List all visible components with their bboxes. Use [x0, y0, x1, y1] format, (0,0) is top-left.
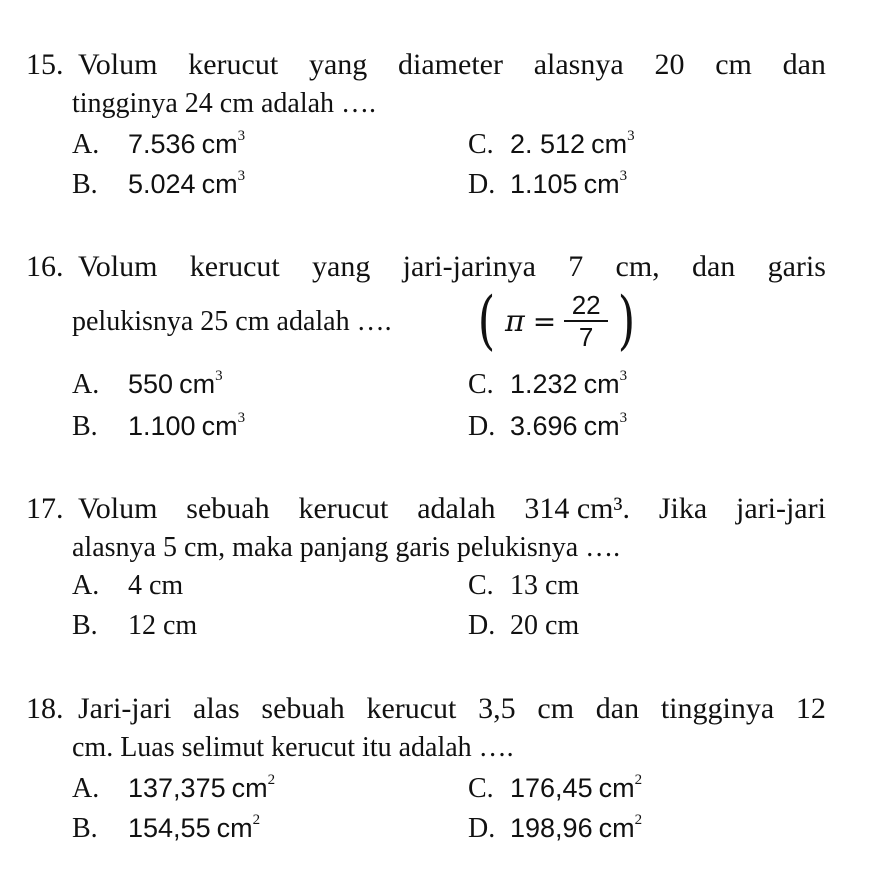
word: tingginya [660, 692, 775, 725]
option-value: 1.100 [128, 411, 196, 441]
option-c[interactable] [468, 770, 642, 807]
option-b[interactable] [72, 608, 197, 644]
option-value: 154,55 [128, 813, 211, 843]
option-c[interactable] [468, 126, 635, 163]
numerator: 22 [571, 290, 601, 320]
option-value: 198,96 [510, 813, 593, 843]
fraction [564, 290, 608, 352]
option-power: 3 [237, 167, 246, 184]
option-label: B. [72, 169, 98, 200]
option-value: 1.105 [510, 169, 578, 199]
option-d[interactable] [468, 810, 642, 847]
word: cm [537, 692, 575, 725]
option-text: 13 cm [510, 570, 580, 601]
option-unit: cm [583, 369, 620, 399]
word: 12 [795, 692, 826, 725]
word: Volum [78, 250, 158, 283]
right-paren: ) [617, 284, 636, 358]
word: yang [312, 250, 371, 283]
option-value: 7.536 [128, 129, 196, 159]
word: garis [767, 250, 826, 283]
option-label: C. [468, 570, 494, 601]
word: Jari-jari [78, 692, 172, 725]
option-power: 2 [634, 811, 643, 828]
option-value: 2. 512 [510, 129, 586, 159]
pi-formula [474, 282, 639, 360]
question-text-line1 [78, 46, 826, 84]
question-line [26, 46, 826, 84]
option-b[interactable] [72, 810, 260, 847]
option-value: 176,45 [510, 773, 593, 803]
word: cm, [615, 250, 660, 283]
option-power: 3 [215, 367, 223, 384]
option-power: 3 [619, 367, 628, 384]
option-label: B. [72, 411, 98, 442]
option-power: 2 [252, 811, 261, 828]
option-a[interactable] [72, 366, 223, 403]
word: alasnya [533, 48, 624, 81]
option-value: 1.232 [510, 369, 578, 399]
option-label: A. [72, 570, 100, 601]
option-power: 3 [237, 409, 246, 426]
option-power: 3 [619, 167, 628, 184]
option-power: 3 [619, 409, 628, 426]
question-number: 17. [26, 492, 64, 525]
option-unit: cm [598, 773, 635, 803]
word: cm [715, 48, 752, 81]
question-text-line1 [78, 490, 826, 528]
word: kerucut [188, 48, 279, 81]
option-label: B. [72, 610, 98, 641]
option-label: A. [72, 773, 100, 804]
word: adalah [417, 492, 496, 525]
word: Volum [78, 492, 158, 525]
option-c[interactable] [468, 568, 579, 604]
option-label: D. [468, 169, 496, 200]
word: jari-jari [735, 492, 826, 525]
option-label: D. [468, 411, 496, 442]
word: dan [782, 48, 826, 81]
word: yang [308, 48, 368, 81]
question-text-line2: cm. Luas selimut kerucut itu adalah …. [72, 732, 514, 763]
option-label: A. [72, 369, 100, 400]
option-value: 550 [128, 369, 174, 399]
option-unit: cm [179, 369, 216, 399]
option-label: D. [468, 813, 496, 844]
option-unit: cm [201, 169, 238, 199]
option-text: 4 cm [128, 570, 184, 601]
option-b[interactable] [72, 166, 245, 203]
option-unit: cm [598, 813, 635, 843]
equals-sign: = [532, 304, 557, 338]
option-d[interactable] [468, 166, 627, 203]
option-power: 2 [267, 771, 276, 788]
denominator: 7 [578, 322, 594, 352]
word: 7 [568, 250, 584, 283]
option-a[interactable] [72, 126, 245, 163]
option-unit: cm [583, 169, 620, 199]
option-c[interactable] [468, 366, 627, 403]
word: sebuah [186, 492, 270, 525]
option-label: C. [468, 369, 494, 400]
pi-symbol: π [504, 303, 525, 339]
option-value: 137,375 [128, 773, 226, 803]
word: jari-jarinya [402, 250, 536, 283]
question-text-line1 [78, 690, 826, 728]
option-label: C. [468, 129, 494, 160]
option-unit: cm [583, 411, 620, 441]
question-line [26, 690, 826, 728]
word: alas [193, 692, 240, 725]
option-d[interactable] [468, 408, 627, 445]
question-text-line2: tingginya 24 cm adalah …. [72, 88, 377, 119]
word: Volum [78, 48, 158, 81]
option-power: 3 [627, 127, 635, 144]
option-a[interactable] [72, 568, 183, 604]
option-a[interactable] [72, 770, 275, 807]
word: dan [595, 692, 640, 725]
option-label: D. [468, 610, 496, 641]
option-text: 12 cm [128, 610, 198, 641]
question-line [26, 248, 826, 286]
option-unit: cm [201, 129, 238, 159]
word: kerucut [298, 492, 389, 525]
word: Jika [658, 492, 708, 525]
option-label: C. [468, 773, 494, 804]
question-number: 18. [26, 692, 64, 725]
option-unit: cm [231, 773, 268, 803]
word: sebuah [261, 692, 345, 725]
word: 314 cm³. [524, 492, 630, 525]
word: 3,5 [478, 692, 516, 725]
option-unit: cm [591, 129, 628, 159]
question-text-line2: alasnya 5 cm, maka panjang garis pelukisnya …. [72, 532, 621, 563]
question-text-line2: pelukisnya 25 cm adalah …. [72, 306, 392, 337]
option-value: 5.024 [128, 169, 196, 199]
option-b[interactable] [72, 408, 245, 445]
option-value: 3.696 [510, 411, 578, 441]
option-label: A. [72, 129, 100, 160]
option-unit: cm [216, 813, 253, 843]
question-text-line1 [78, 248, 826, 286]
option-label: B. [72, 813, 98, 844]
question-number: 15. [26, 48, 64, 81]
word: dan [691, 250, 736, 283]
option-unit: cm [201, 411, 238, 441]
word: kerucut [366, 692, 457, 725]
question-line [26, 490, 826, 528]
word: kerucut [189, 250, 280, 283]
word: diameter [398, 48, 503, 81]
option-power: 3 [237, 127, 246, 144]
question-number: 16. [26, 250, 64, 283]
option-power: 2 [634, 771, 643, 788]
option-text: 20 cm [510, 610, 580, 641]
option-d[interactable] [468, 608, 579, 644]
word: 20 [654, 48, 685, 81]
left-paren: ( [477, 284, 496, 358]
